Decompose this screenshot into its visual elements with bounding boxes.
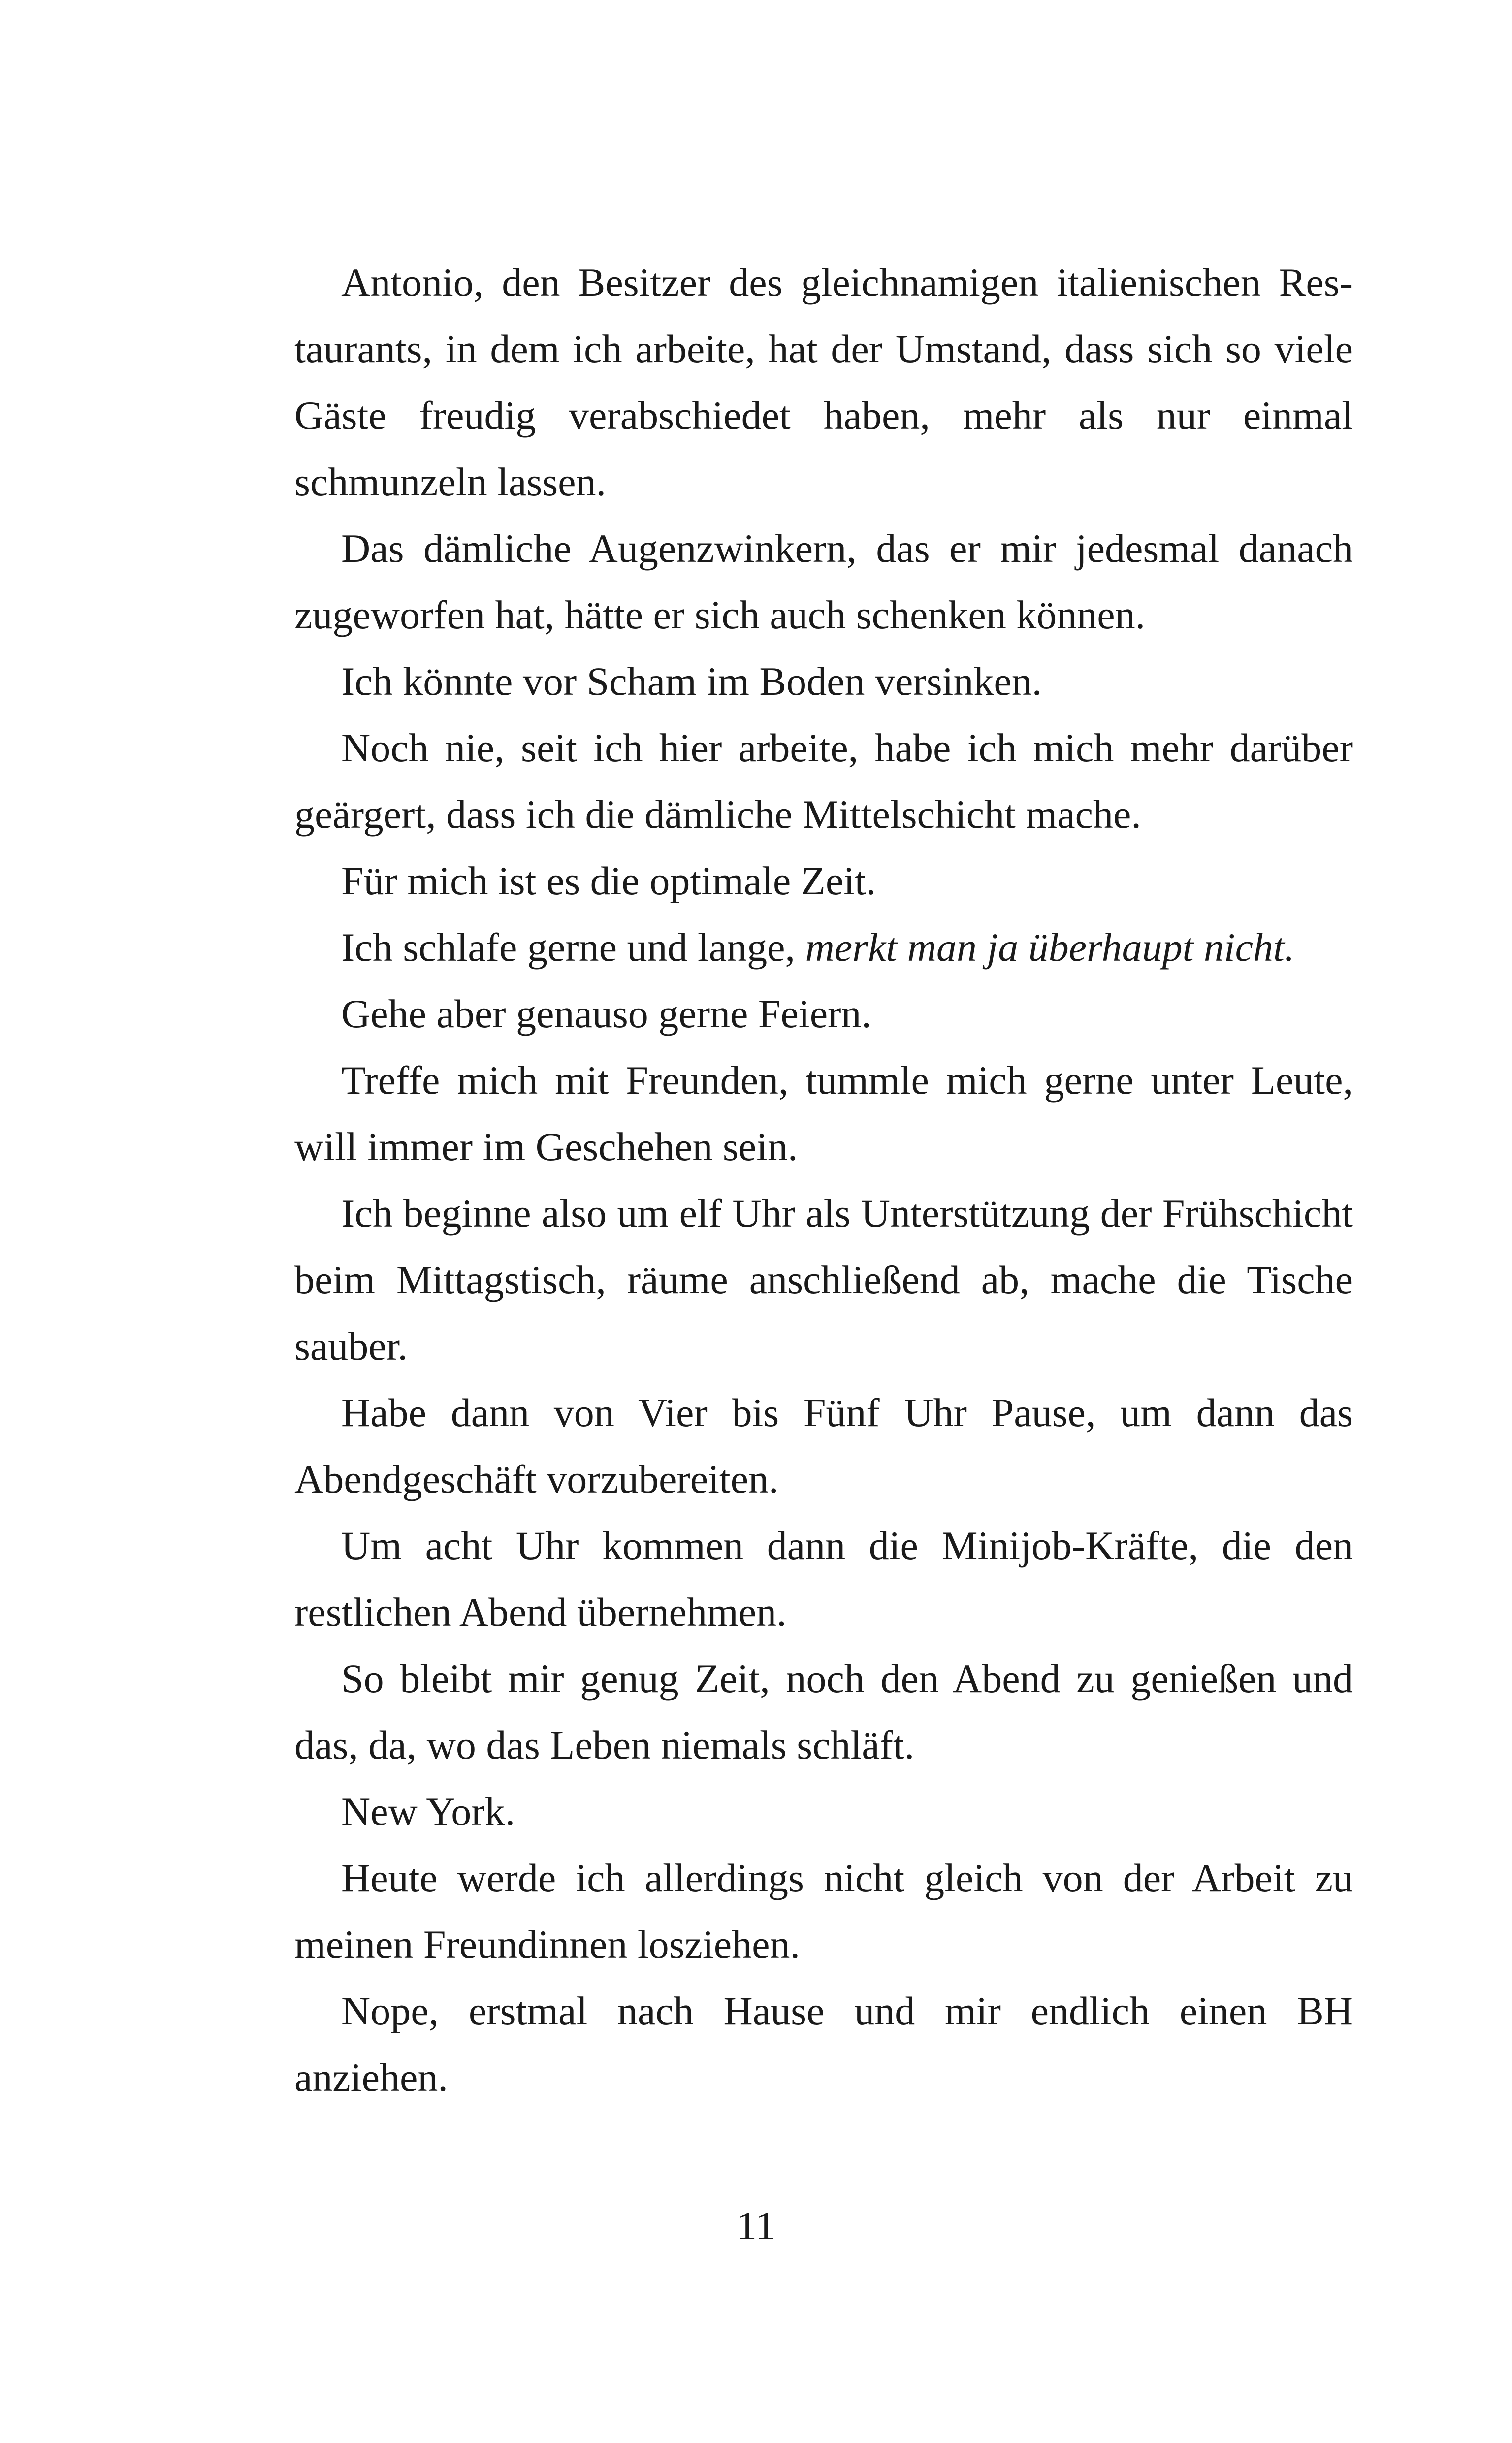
paragraph: New York. (341, 1789, 515, 1834)
paragraph-prefix: Ich schlafe gerne und lange, (341, 925, 805, 970)
paragraph: Für mich ist es die optimale Zeit. (341, 858, 876, 903)
paragraph: Nope, erstmal nach Hause und mir endlich einen BH anziehen. (294, 1988, 1353, 2100)
paragraph: Noch nie, seit ich hier arbeite, habe ich mich mehr darüber geärgert, dass ich die dämliche Mittelschicht mache. (294, 725, 1353, 837)
paragraph: Ich könnte vor Scham im Boden versinken. (341, 659, 1042, 704)
paragraph: Habe dann von Vier bis Fünf Uhr Pause, um dann das Abendgeschäft vorzubereiten. (294, 1390, 1353, 1501)
paragraph-with-italic (294, 914, 1353, 980)
paragraph: Heute werde ich allerdings nicht gleich von der Arbeit zu meinen Freundinnen losziehen. (294, 1856, 1353, 1967)
paragraph: Treffe mich mit Freunden, tummle mich gerne unter Leute, will immer im Geschehen sein. (294, 1058, 1353, 1169)
paragraph: So bleibt mir genug Zeit, noch den Abend zu genießen und das, da, wo das Leben niemals schläft. (294, 1656, 1353, 1767)
paragraph: Das dämliche Augenzwinkern, das er mir jedesmal danach zugeworfen hat, hätte er sich auch schenken können. (294, 526, 1353, 637)
body-text (294, 249, 1353, 2111)
italic-phrase: merkt man ja überhaupt nicht. (805, 925, 1295, 970)
paragraph: Um acht Uhr kommen dann die Minijob-Kräfte, die den restlichen Abend übernehmen. (294, 1523, 1353, 1634)
paragraph: Ich beginne also um elf Uhr als Unterstützung der Frühschicht beim Mittagstisch, räume anschließend ab, mache die Tische sauber. (294, 1191, 1353, 1368)
paragraph: Antonio, den Besitzer des gleichnamigen italienischen Restaurants, in dem ich arbeite, hat der Umstand, dass sich so viele Gäste freudig verabschiedet haben, mehr als nur einmal schmunzeln lassen. (294, 260, 1353, 504)
paragraph: Gehe aber genauso gerne Feiern. (341, 991, 871, 1036)
page-number: 11 (737, 2203, 775, 2248)
